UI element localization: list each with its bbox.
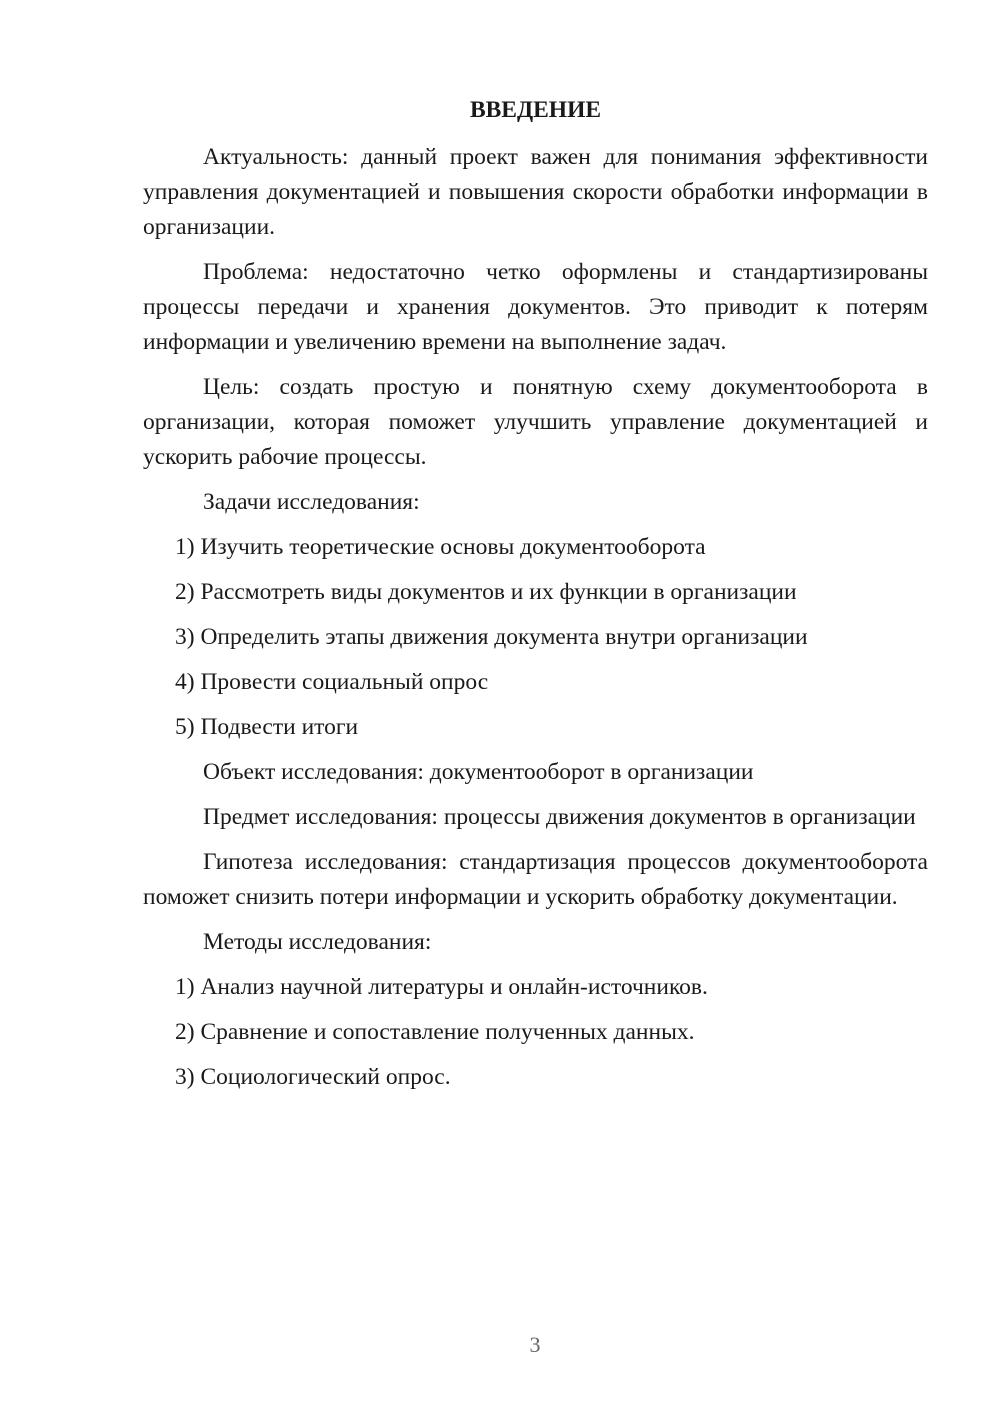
hypothesis-paragraph: Гипотеза исследования: стандартизация процессов документооборота поможет снизить потери информации и ускорить обработку документации. [143,849,928,910]
subject-paragraph: Предмет исследования: процессы движения документов в организации [203,804,916,830]
section-title: ВВЕДЕНИЕ [469,97,602,123]
document-body [143,93,928,1105]
relevance-paragraph: Актуальность: данный проект важен для понимания эффективности управления документацией и повышения скорости обработки информации в организации. [143,144,928,240]
goal-paragraph: Цель: создать простую и понятную схему документооборота в организации, которая поможет улучшить управление документацией и ускорить рабочие процессы. [143,374,928,470]
methods-label: Методы исследования: [203,929,432,955]
problem-paragraph: Проблема: недостаточно четко оформлены и стандартизированы процессы передачи и хранения документов. Это приводит к потерям информации и увеличению времени на выполнение задач. [143,259,928,355]
task-item: 2) Рассмотреть виды документов и их функции в организации [175,579,797,605]
task-item: 5) Подвести итоги [175,714,359,740]
method-item: 2) Сравнение и сопоставление полученных данных. [175,1019,695,1045]
task-item: 3) Определить этапы движения документа внутри организации [175,624,808,650]
task-item: 1) Изучить теоретические основы документооборота [175,534,706,560]
task-item: 4) Провести социальный опрос [175,669,489,695]
object-line: Объект исследования: документооборот в организации [203,759,754,785]
page-number: 3 [529,1332,541,1357]
method-item: 1) Анализ научной литературы и онлайн-источников. [175,974,708,1000]
tasks-label: Задачи исследования: [203,489,420,515]
method-item: 3) Социологический опрос. [175,1064,451,1090]
